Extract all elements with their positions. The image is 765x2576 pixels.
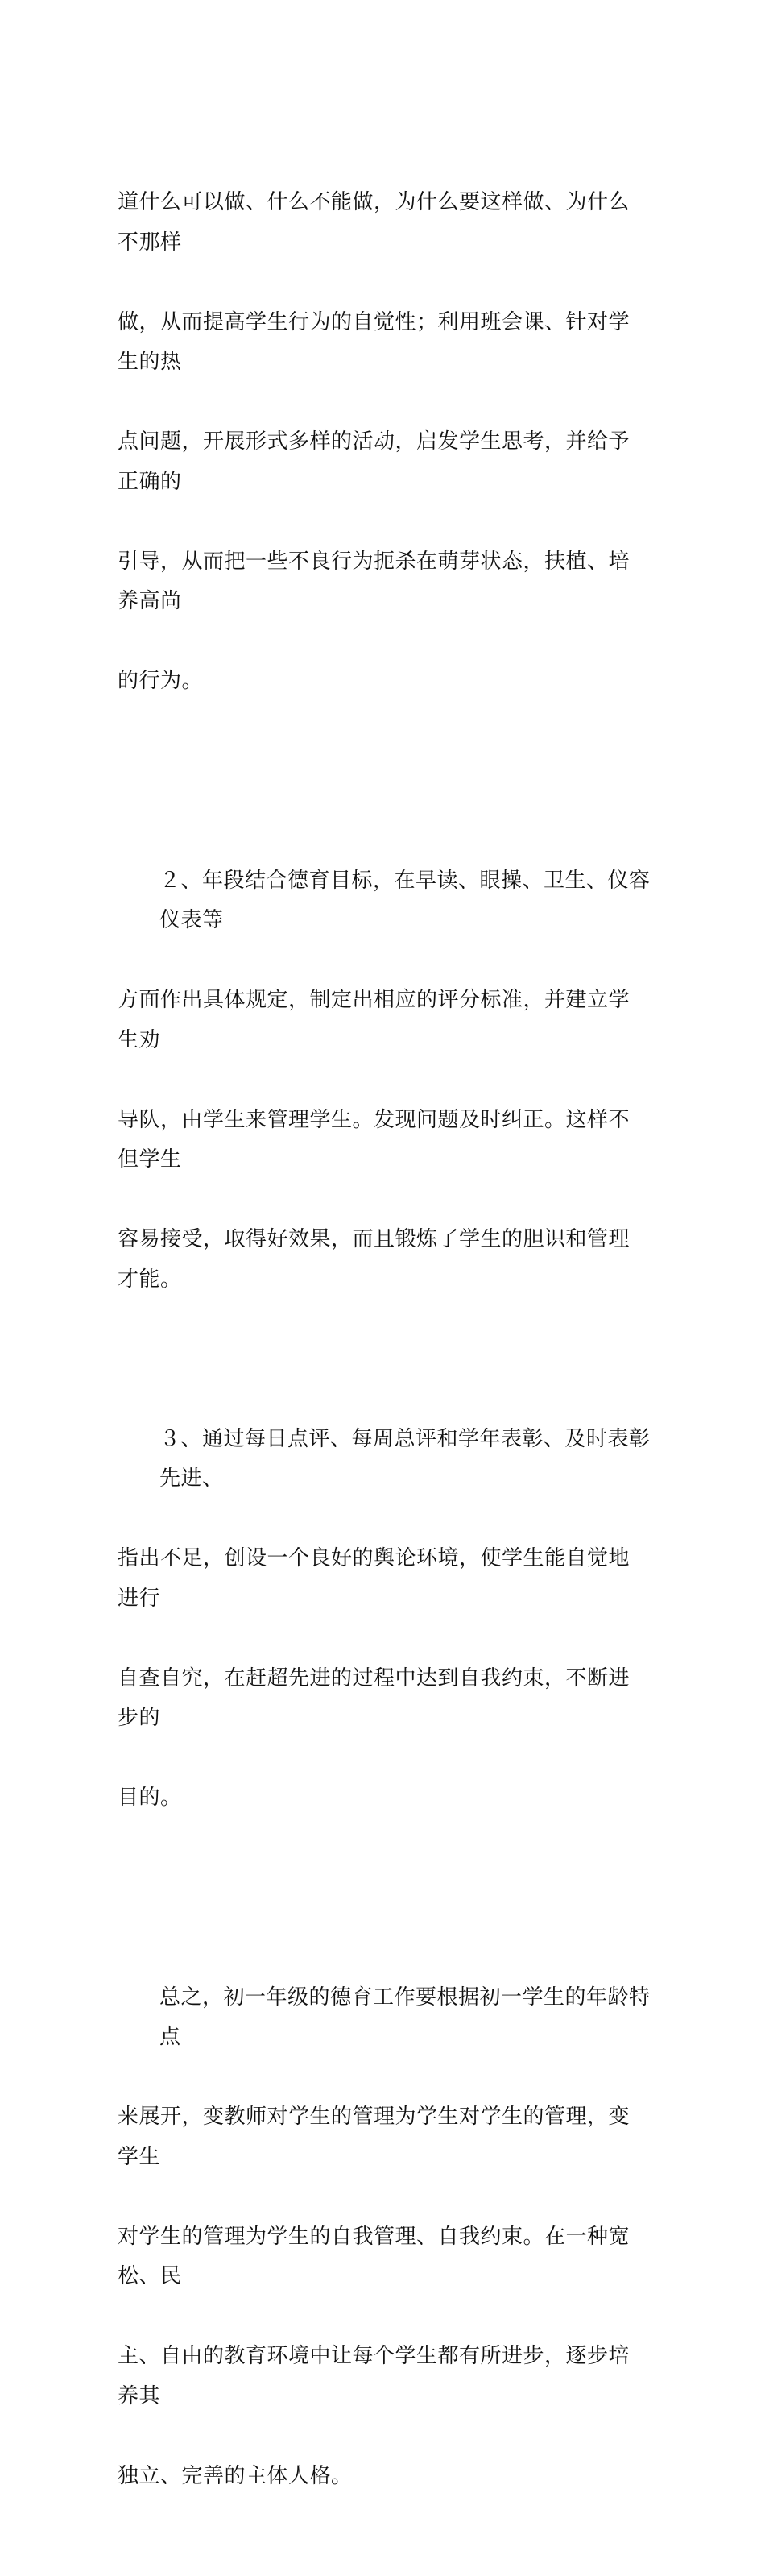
text-line: 目的。 (118, 1778, 651, 1819)
text-line: 道什么可以做、什么不能做，为什么要这样做、为什么不那样 (118, 183, 651, 223)
text-line: 指出不足，创设一个良好的舆论环境，使学生能自觉地进行 (118, 1539, 651, 1579)
text-line: 对学生的管理为学生的自我管理、自我约束。在一种宽松、民 (118, 2217, 651, 2258)
text-line: 总之，初一年级的德育工作要根据初一学生的年龄特点 (118, 1978, 651, 2018)
text-line: ３、通过每日点评、每周总评和学年表彰、及时表彰先进、 (118, 1420, 651, 1460)
text-line: 容易接受，取得好效果，而且锻炼了学生的胆识和管理才能。 (118, 1220, 651, 1260)
text-line: 引导，从而把一些不良行为扼杀在萌芽状态，扶植、培养高尚 (118, 542, 651, 583)
paragraph-4 (118, 1898, 651, 2576)
text-line: 主、自由的教育环境中让每个学生都有所进步，逐步培养其 (118, 2337, 651, 2377)
document-page (0, 0, 765, 1083)
paragraph-1 (118, 103, 651, 782)
text-line: ２、年段结合德育目标，在早读、眼操、卫生、仪容仪表等 (118, 861, 651, 902)
text-line: 导队，由学生来管理学生。发现问题及时纠正。这样不但学生 (118, 1101, 651, 1141)
paragraph-3 (118, 1340, 651, 1898)
text-line: 独立、完善的主体人格。 (118, 2457, 651, 2497)
text-line: 做，从而提高学生行为的自觉性；利用班会课、针对学生的热 (118, 303, 651, 343)
text-line: 点问题，开展形式多样的活动，启发学生思考，并给予正确的 (118, 422, 651, 463)
text-line: 自查自究，在赶超先进的过程中达到自我约束，不断进步的 (118, 1659, 651, 1699)
text-line: 来展开，变教师对学生的管理为学生对学生的管理，变学生 (118, 2097, 651, 2138)
text-line: 的行为。 (118, 662, 651, 702)
document-body (118, 103, 651, 2576)
paragraph-2 (118, 782, 651, 1340)
text-line: 方面作出具体规定，制定出相应的评分标准，并建立学生劝 (118, 981, 651, 1021)
